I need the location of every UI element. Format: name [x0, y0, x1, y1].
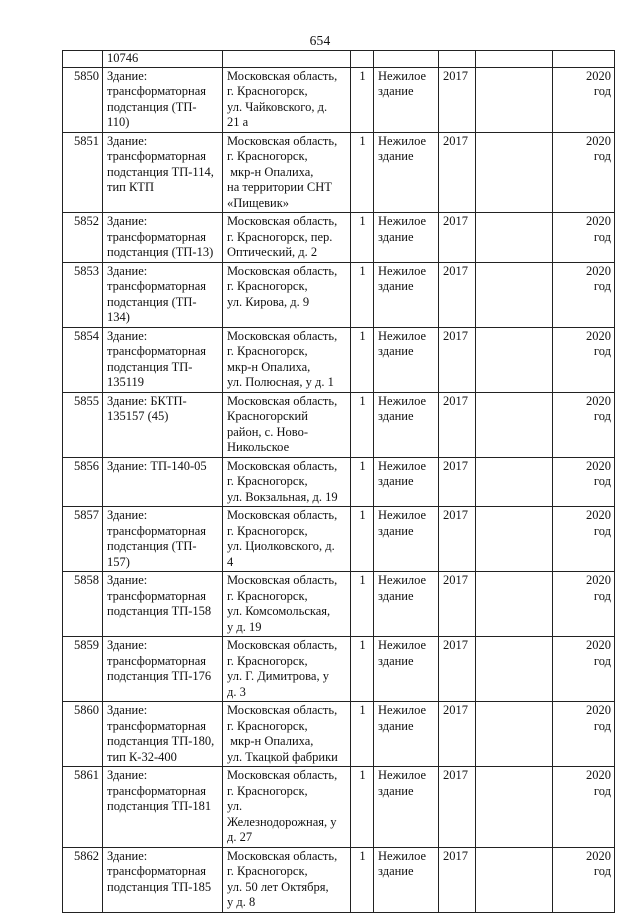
- cell-text-line: ул. Чайковского, д.: [227, 99, 328, 114]
- cell-blank: [476, 507, 553, 572]
- cell-text-line: Здание:: [107, 263, 148, 278]
- table-row: [63, 767, 615, 848]
- cell-text-line: здание: [378, 344, 414, 358]
- cell-text-line: г. Красногорск,: [227, 718, 308, 733]
- cell-text-line: Здание:: [107, 848, 148, 863]
- cell-purpose: [374, 702, 439, 767]
- cell-text-line: г. Красногорск,: [227, 344, 308, 358]
- cell-text-line: г. Красногорск,: [227, 864, 308, 878]
- cell-text-line: здание: [378, 229, 414, 244]
- cell-quantity: 1: [351, 572, 374, 637]
- cell-text-line: Здание: БКТП-: [107, 393, 187, 408]
- cell-purpose: [374, 327, 439, 392]
- cell-text-line: ул. Г. Димитрова, у: [227, 669, 329, 683]
- cell-blank: [476, 51, 553, 68]
- cell-text-line: трансформаторная: [107, 149, 207, 163]
- cell-name: [103, 847, 223, 912]
- cell-purpose: [374, 213, 439, 263]
- cell-address: [223, 637, 351, 702]
- cell-quantity: 1: [351, 702, 374, 767]
- cell-text-line: мкр-н Опалиха,: [227, 734, 314, 748]
- table-row: [63, 507, 615, 572]
- cell-purpose: [374, 507, 439, 572]
- cell-purpose: [374, 457, 439, 507]
- cell-text-line: г. Красногорск,: [227, 783, 308, 798]
- cell-term: [553, 327, 615, 392]
- cell-text-line: год: [593, 84, 611, 98]
- cell-term: [553, 767, 615, 848]
- cell-address: [223, 51, 351, 68]
- cell-blank: [476, 572, 553, 637]
- cell-text-line: г. Красногорск,: [227, 84, 308, 98]
- cell-number: [63, 51, 103, 68]
- cell-term: [553, 457, 615, 507]
- cell-number: 5858: [63, 572, 103, 637]
- cell-text-line: мкр-н Опалиха,: [227, 359, 311, 374]
- cell-text-line: 2020: [586, 133, 611, 148]
- cell-text-line: 2020: [586, 458, 611, 473]
- cell-address: [223, 507, 351, 572]
- cell-year: 2017: [439, 507, 476, 572]
- cell-text-line: Московская область,: [227, 133, 338, 148]
- table-row: [63, 213, 615, 263]
- cell-text-line: ул. Полюсная, у д. 1: [227, 375, 334, 389]
- cell-text-line: здание: [378, 718, 414, 733]
- cell-number: 5855: [63, 392, 103, 457]
- cell-text-line: здание: [378, 864, 414, 878]
- cell-year: 2017: [439, 327, 476, 392]
- cell-number: 5861: [63, 767, 103, 848]
- cell-quantity: 1: [351, 262, 374, 327]
- cell-text-line: год: [593, 149, 611, 163]
- cell-purpose: [374, 392, 439, 457]
- cell-text-line: Нежилое: [378, 263, 427, 278]
- cell-text-line: здание: [378, 653, 414, 668]
- cell-term: [553, 213, 615, 263]
- cell-text-line: 4: [227, 554, 234, 569]
- cell-text-line: Нежилое: [378, 328, 427, 343]
- cell-name: [103, 767, 223, 848]
- cell-text-line: 2020: [586, 263, 611, 278]
- cell-text-line: ул.: [227, 799, 243, 813]
- cell-text-line: 2020: [586, 848, 611, 863]
- cell-address: [223, 262, 351, 327]
- cell-text-line: «Пищевик»: [227, 195, 290, 210]
- cell-address: [223, 67, 351, 132]
- cell-text-line: ул. Кирова, д. 9: [227, 294, 310, 309]
- cell-text-line: на территории СНТ: [227, 180, 332, 194]
- cell-text-line: тип КТП: [107, 180, 154, 194]
- cell-text-line: трансформаторная: [107, 588, 207, 603]
- cell-text-line: год: [593, 783, 611, 798]
- cell-text-line: подстанция ТП-114,: [107, 164, 214, 179]
- cell-year: 2017: [439, 572, 476, 637]
- cell-text-line: Здание:: [107, 508, 148, 522]
- cell-text-line: здание: [378, 149, 414, 163]
- cell-text-line: ул. Циолковского, д.: [227, 539, 335, 553]
- cell-text-line: г. Красногорск,: [227, 149, 308, 163]
- cell-purpose: [374, 767, 439, 848]
- cell-address: [223, 392, 351, 457]
- cell-text-line: Нежилое: [378, 133, 427, 148]
- cell-text-line: Московская область,: [227, 458, 338, 473]
- cell-text-line: здание: [378, 474, 414, 488]
- cell-text-line: Здание:: [107, 328, 148, 343]
- cell-year: 2017: [439, 702, 476, 767]
- cell-text-line: трансформаторная: [107, 864, 207, 878]
- cell-text-line: 135119: [107, 375, 145, 389]
- cell-text-line: трансформаторная: [107, 344, 207, 358]
- cell-text-line: у д. 8: [227, 895, 256, 909]
- cell-text-line: здание: [378, 84, 414, 98]
- cell-term: [553, 132, 615, 213]
- cell-quantity: [351, 51, 374, 68]
- cell-year: 2017: [439, 262, 476, 327]
- cell-year: 2017: [439, 847, 476, 912]
- cell-text-line: д. 3: [227, 684, 246, 699]
- table-row: [63, 457, 615, 507]
- cell-text-line: Нежилое: [378, 703, 427, 717]
- registry-body: [63, 51, 615, 913]
- cell-number: 5857: [63, 507, 103, 572]
- cell-text-line: трансформаторная: [107, 718, 207, 733]
- cell-text-line: Железнодорожная, у: [227, 814, 337, 829]
- cell-text-line: г. Красногорск,: [227, 474, 308, 488]
- cell-address: [223, 572, 351, 637]
- cell-text-line: здание: [378, 588, 414, 603]
- cell-blank: [476, 132, 553, 213]
- cell-year: [439, 51, 476, 68]
- cell-text-line: трансформаторная: [107, 279, 207, 293]
- cell-text-line: г. Красногорск,: [227, 588, 308, 603]
- cell-address: [223, 767, 351, 848]
- cell-text-line: подстанция (ТП-: [107, 99, 197, 114]
- cell-text-line: Здание:: [107, 703, 148, 717]
- cell-text-line: 2020: [586, 68, 611, 83]
- cell-quantity: 1: [351, 392, 374, 457]
- cell-text-line: Здание:: [107, 68, 148, 83]
- cell-text-line: г. Красногорск,: [227, 523, 308, 538]
- cell-purpose: [374, 132, 439, 213]
- cell-address: [223, 213, 351, 263]
- cell-quantity: 1: [351, 507, 374, 572]
- cell-text-line: ул. 50 лет Октября,: [227, 879, 329, 894]
- cell-year: 2017: [439, 457, 476, 507]
- cell-text-line: Здание:: [107, 573, 148, 587]
- cell-text-line: ул. Ткацкой фабрики: [227, 749, 338, 764]
- cell-text-line: Московская область,: [227, 68, 338, 83]
- cell-text-line: Здание:: [107, 768, 148, 782]
- cell-name: [103, 572, 223, 637]
- cell-name: [103, 51, 223, 68]
- cell-text-line: 2020: [586, 573, 611, 587]
- cell-year: 2017: [439, 213, 476, 263]
- cell-purpose: [374, 262, 439, 327]
- table-row: [63, 327, 615, 392]
- cell-text-line: 2020: [586, 768, 611, 782]
- cell-quantity: 1: [351, 213, 374, 263]
- cell-text-line: трансформаторная: [107, 653, 207, 668]
- cell-number: 5854: [63, 327, 103, 392]
- cell-number: 5859: [63, 637, 103, 702]
- cell-text-line: подстанция ТП-176: [107, 669, 212, 683]
- cell-year: 2017: [439, 767, 476, 848]
- cell-text-line: Московская область,: [227, 848, 338, 863]
- cell-text-line: подстанция (ТП-: [107, 539, 197, 553]
- cell-term: [553, 51, 615, 68]
- cell-text-line: Нежилое: [378, 393, 427, 408]
- cell-term: [553, 847, 615, 912]
- cell-quantity: 1: [351, 457, 374, 507]
- cell-blank: [476, 392, 553, 457]
- cell-text-line: Московская область,: [227, 508, 338, 522]
- cell-text-line: Московская область,: [227, 263, 338, 278]
- cell-text-line: 2020: [586, 393, 611, 408]
- cell-text-line: год: [593, 718, 611, 733]
- cell-text-line: Московская область,: [227, 638, 338, 652]
- cell-text-line: г. Красногорск,: [227, 653, 308, 668]
- cell-text-line: г. Красногорск,: [227, 279, 308, 293]
- cell-text-line: Красногорский: [227, 409, 308, 423]
- cell-text-line: мкр-н Опалиха,: [227, 164, 314, 179]
- cell-text-line: 2020: [586, 638, 611, 652]
- table-row: [63, 847, 615, 912]
- cell-text-line: год: [593, 279, 611, 293]
- table-row: [63, 262, 615, 327]
- cell-blank: [476, 262, 553, 327]
- cell-address: [223, 327, 351, 392]
- cell-text-line: тип К-32-400: [107, 749, 177, 764]
- cell-address: [223, 702, 351, 767]
- cell-text-line: Нежилое: [378, 848, 427, 863]
- cell-name: [103, 132, 223, 213]
- cell-number: 5856: [63, 457, 103, 507]
- cell-number: 5853: [63, 262, 103, 327]
- cell-blank: [476, 67, 553, 132]
- cell-text-line: 135157 (45): [107, 409, 169, 423]
- cell-text-line: 2020: [586, 508, 611, 522]
- table-row: [63, 702, 615, 767]
- cell-text-line: Здание: ТП-140-05: [107, 458, 207, 473]
- cell-text-line: 10746: [107, 51, 139, 65]
- cell-text-line: Московская область,: [227, 328, 338, 343]
- cell-text-line: год: [593, 409, 611, 423]
- cell-blank: [476, 327, 553, 392]
- cell-text-line: г. Красногорск, пер.: [227, 229, 333, 244]
- cell-text-line: Нежилое: [378, 768, 427, 782]
- cell-text-line: Никольское: [227, 440, 290, 454]
- cell-text-line: подстанция (ТП-: [107, 294, 197, 309]
- cell-text-line: трансформаторная: [107, 229, 207, 244]
- cell-text-line: 21 а: [227, 115, 249, 129]
- cell-text-line: Здание:: [107, 214, 148, 228]
- cell-name: [103, 392, 223, 457]
- cell-purpose: [374, 572, 439, 637]
- cell-number: 5860: [63, 702, 103, 767]
- cell-year: 2017: [439, 392, 476, 457]
- cell-purpose: [374, 637, 439, 702]
- cell-text-line: 2020: [586, 703, 611, 717]
- cell-address: [223, 847, 351, 912]
- cell-text-line: д. 27: [227, 830, 253, 844]
- cell-text-line: Здание:: [107, 133, 148, 148]
- cell-name: [103, 67, 223, 132]
- cell-text-line: год: [593, 653, 611, 668]
- cell-text-line: Московская область,: [227, 703, 338, 717]
- cell-blank: [476, 767, 553, 848]
- cell-text-line: трансформаторная: [107, 84, 207, 98]
- cell-text-line: Московская область,: [227, 214, 338, 228]
- cell-name: [103, 213, 223, 263]
- cell-quantity: 1: [351, 132, 374, 213]
- cell-number: 5851: [63, 132, 103, 213]
- cell-text-line: Нежилое: [378, 508, 427, 522]
- cell-number: 5852: [63, 213, 103, 263]
- cell-text-line: 2020: [586, 214, 611, 228]
- cell-text-line: год: [593, 588, 611, 603]
- cell-blank: [476, 847, 553, 912]
- cell-address: [223, 457, 351, 507]
- cell-name: [103, 637, 223, 702]
- cell-text-line: подстанция ТП-185: [107, 879, 212, 894]
- cell-text-line: район, с. Ново-: [227, 424, 308, 439]
- cell-quantity: 1: [351, 847, 374, 912]
- cell-text-line: здание: [378, 409, 414, 423]
- cell-text-line: 157): [107, 554, 130, 569]
- page-number: 654: [309, 33, 331, 48]
- cell-text-line: подстанция ТП-181: [107, 799, 212, 813]
- cell-text-line: ул. Комсомольская,: [227, 604, 331, 618]
- cell-text-line: подстанция ТП-: [107, 359, 193, 374]
- cell-text-line: Московская область,: [227, 768, 338, 782]
- cell-text-line: 110): [107, 115, 130, 129]
- cell-number: 5850: [63, 67, 103, 132]
- cell-blank: [476, 213, 553, 263]
- cell-text-line: год: [593, 344, 611, 358]
- cell-year: 2017: [439, 67, 476, 132]
- cell-text-line: Здание:: [107, 638, 148, 652]
- table-row: [63, 67, 615, 132]
- cell-term: [553, 67, 615, 132]
- cell-text-line: Московская область,: [227, 573, 338, 587]
- cell-text-line: здание: [378, 783, 414, 798]
- cell-term: [553, 392, 615, 457]
- cell-text-line: Нежилое: [378, 214, 427, 228]
- cell-purpose: [374, 67, 439, 132]
- cell-quantity: 1: [351, 637, 374, 702]
- cell-blank: [476, 637, 553, 702]
- cell-term: [553, 507, 615, 572]
- cell-text-line: Московская область,: [227, 393, 338, 408]
- cell-quantity: 1: [351, 67, 374, 132]
- cell-name: [103, 262, 223, 327]
- cell-name: [103, 507, 223, 572]
- cell-text-line: год: [593, 523, 611, 538]
- cell-text-line: год: [593, 864, 611, 878]
- cell-text-line: Нежилое: [378, 458, 427, 473]
- cell-term: [553, 262, 615, 327]
- cell-quantity: 1: [351, 327, 374, 392]
- continuation-row: [63, 51, 615, 68]
- cell-text-line: здание: [378, 279, 414, 293]
- cell-name: [103, 702, 223, 767]
- cell-text-line: подстанция ТП-158: [107, 604, 212, 618]
- table-row: [63, 572, 615, 637]
- cell-year: 2017: [439, 637, 476, 702]
- cell-name: [103, 327, 223, 392]
- cell-name: [103, 457, 223, 507]
- cell-text-line: подстанция (ТП-13): [107, 245, 214, 259]
- cell-text-line: трансформаторная: [107, 783, 207, 798]
- cell-text-line: подстанция ТП-180,: [107, 734, 215, 748]
- cell-purpose: [374, 51, 439, 68]
- cell-text-line: 2020: [586, 328, 611, 343]
- cell-text-line: здание: [378, 523, 414, 538]
- table-row: [63, 132, 615, 213]
- cell-number: 5862: [63, 847, 103, 912]
- table-row: [63, 392, 615, 457]
- property-registry-table: [62, 50, 615, 913]
- cell-term: [553, 702, 615, 767]
- cell-year: 2017: [439, 132, 476, 213]
- cell-text-line: Оптический, д. 2: [227, 245, 318, 259]
- cell-text-line: Нежилое: [378, 68, 427, 83]
- cell-term: [553, 637, 615, 702]
- cell-text-line: год: [593, 229, 611, 244]
- cell-term: [553, 572, 615, 637]
- cell-text-line: Нежилое: [378, 638, 427, 652]
- cell-text-line: год: [593, 474, 611, 488]
- table-row: [63, 637, 615, 702]
- cell-blank: [476, 702, 553, 767]
- cell-blank: [476, 457, 553, 507]
- cell-text-line: ул. Вокзальная, д. 19: [227, 489, 338, 504]
- cell-text-line: у д. 19: [227, 619, 262, 634]
- cell-purpose: [374, 847, 439, 912]
- cell-text-line: 134): [107, 310, 130, 324]
- cell-text-line: трансформаторная: [107, 523, 207, 538]
- cell-text-line: Нежилое: [378, 573, 427, 587]
- cell-address: [223, 132, 351, 213]
- cell-quantity: 1: [351, 767, 374, 848]
